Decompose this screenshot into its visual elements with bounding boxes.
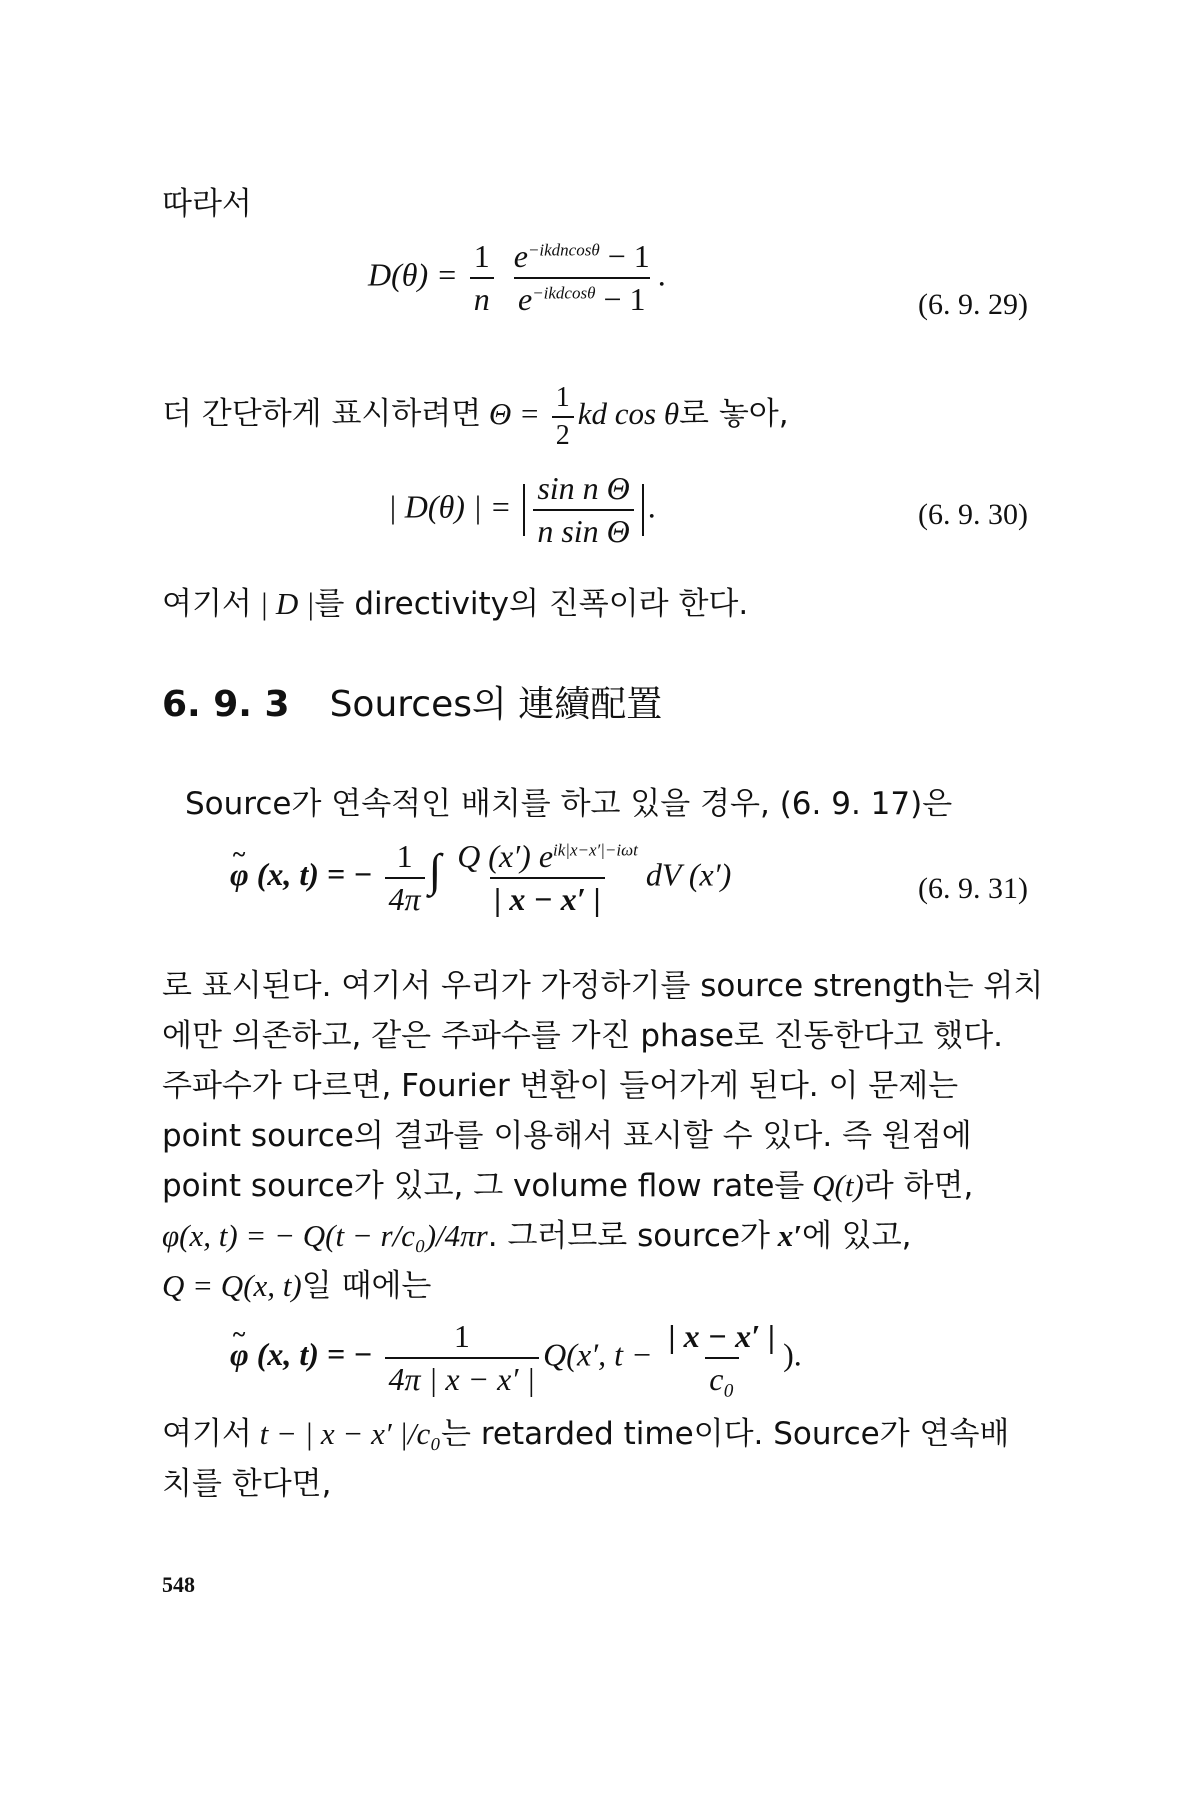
text-line: Q = Q(x, t)일 때에는 [162, 1268, 432, 1304]
math-term: D(θ) = [368, 256, 458, 293]
equation-6-9-30: | D(θ) | = $\frac{\text{sin n Θ}}{\text{n sin Θ}}$ . [388, 470, 656, 549]
numerator: 1 [473, 238, 490, 274]
denominator: $e^{-ikdcos\theta} - 1$ [514, 277, 650, 318]
text-line: point source의 결과를 이용해서 표시할 수 있다. 즉 원점에 [162, 1118, 972, 1154]
text-line: 에만 의존하고, 같은 주파수를 가진 phase로 진동한다고 했다. [162, 1018, 1004, 1054]
fraction: $\frac{| x - x' |}{\text{c₀}}$ [668, 1318, 776, 1397]
equation-retarded: ~ φ (x, t) = − $\frac{1}{4\pi | x - x' |}$ Q(x′, t − $\frac{| x - x' |}{\text{c₀}}$ ). [230, 1318, 802, 1398]
equation-number: (6. 9. 29) [918, 288, 1028, 321]
text-line: 따라서 [162, 186, 252, 222]
fraction [510, 238, 654, 318]
numerator: $e^{-ikdncos\theta} - 1$ [513, 238, 650, 274]
section-heading: 6. 9. 3 Sources의 連續配置 [162, 684, 663, 725]
equation-number: (6. 9. 31) [918, 872, 1028, 905]
text-line: 더 간단하게 표시하려면 Θ = $\frac{1}{2}$ kd cos θ로 놓아, [162, 382, 789, 451]
text-line: 치를 한다면, [162, 1466, 332, 1502]
text-line: point source가 있고, 그 volume flow rate를 Q(t)라 하면, [162, 1168, 974, 1204]
text-line: Source가 연속적인 배치를 하고 있을 경우, (6. 9. 17)은 [185, 786, 953, 822]
text-line: φ(x, t) = − Q(t − r/c₀)/4πr. 그러므로 source가 x′에 있고, [162, 1218, 912, 1254]
equation-6-9-29: D(θ) = $\frac{1}{n}$ $\frac{e^{-ikdncos\theta} - 1}{e^{-ikdcos\theta} - 1}$ . [368, 238, 666, 317]
fraction: $\frac{\text{sin n Θ}}{\text{n sin Θ}}$ [533, 470, 633, 550]
denominator: n [470, 277, 494, 318]
text-line: 주파수가 다르면, Fourier 변환이 들어가게 된다. 이 문제는 [162, 1068, 959, 1104]
equation-number: (6. 9. 30) [918, 498, 1028, 531]
text-line: 여기서 | D |를 directivity의 진폭이라 한다. [162, 586, 749, 622]
equation-6-9-31: ~ φ (x, t) = − $\frac{1}{4\pi}$ ∫ $\frac{Q (x') e^{ik|x-x'|-i\omega t}}{| x - x' |}$ dV (x′) [230, 838, 731, 918]
text-line: 로 표시된다. 여기서 우리가 가정하기를 source strength는 위치 [162, 968, 1044, 1004]
text-line: 여기서 t − | x − x′ |/c₀는 retarded time이다. Source가 연속배 [162, 1416, 1010, 1452]
page-number: 548 [162, 1572, 195, 1597]
fraction: $\frac{1}{4\pi | x - x' |}$ [385, 1318, 540, 1398]
fraction [470, 238, 494, 318]
fraction: $\frac{Q (x') e^{ik|x-x'|-i\omega t}}{| x - x' |}$ [457, 838, 638, 917]
fraction: $\frac{1}{4\pi}$ [385, 838, 425, 918]
fraction: $\frac{1}{2}$ [552, 382, 574, 452]
